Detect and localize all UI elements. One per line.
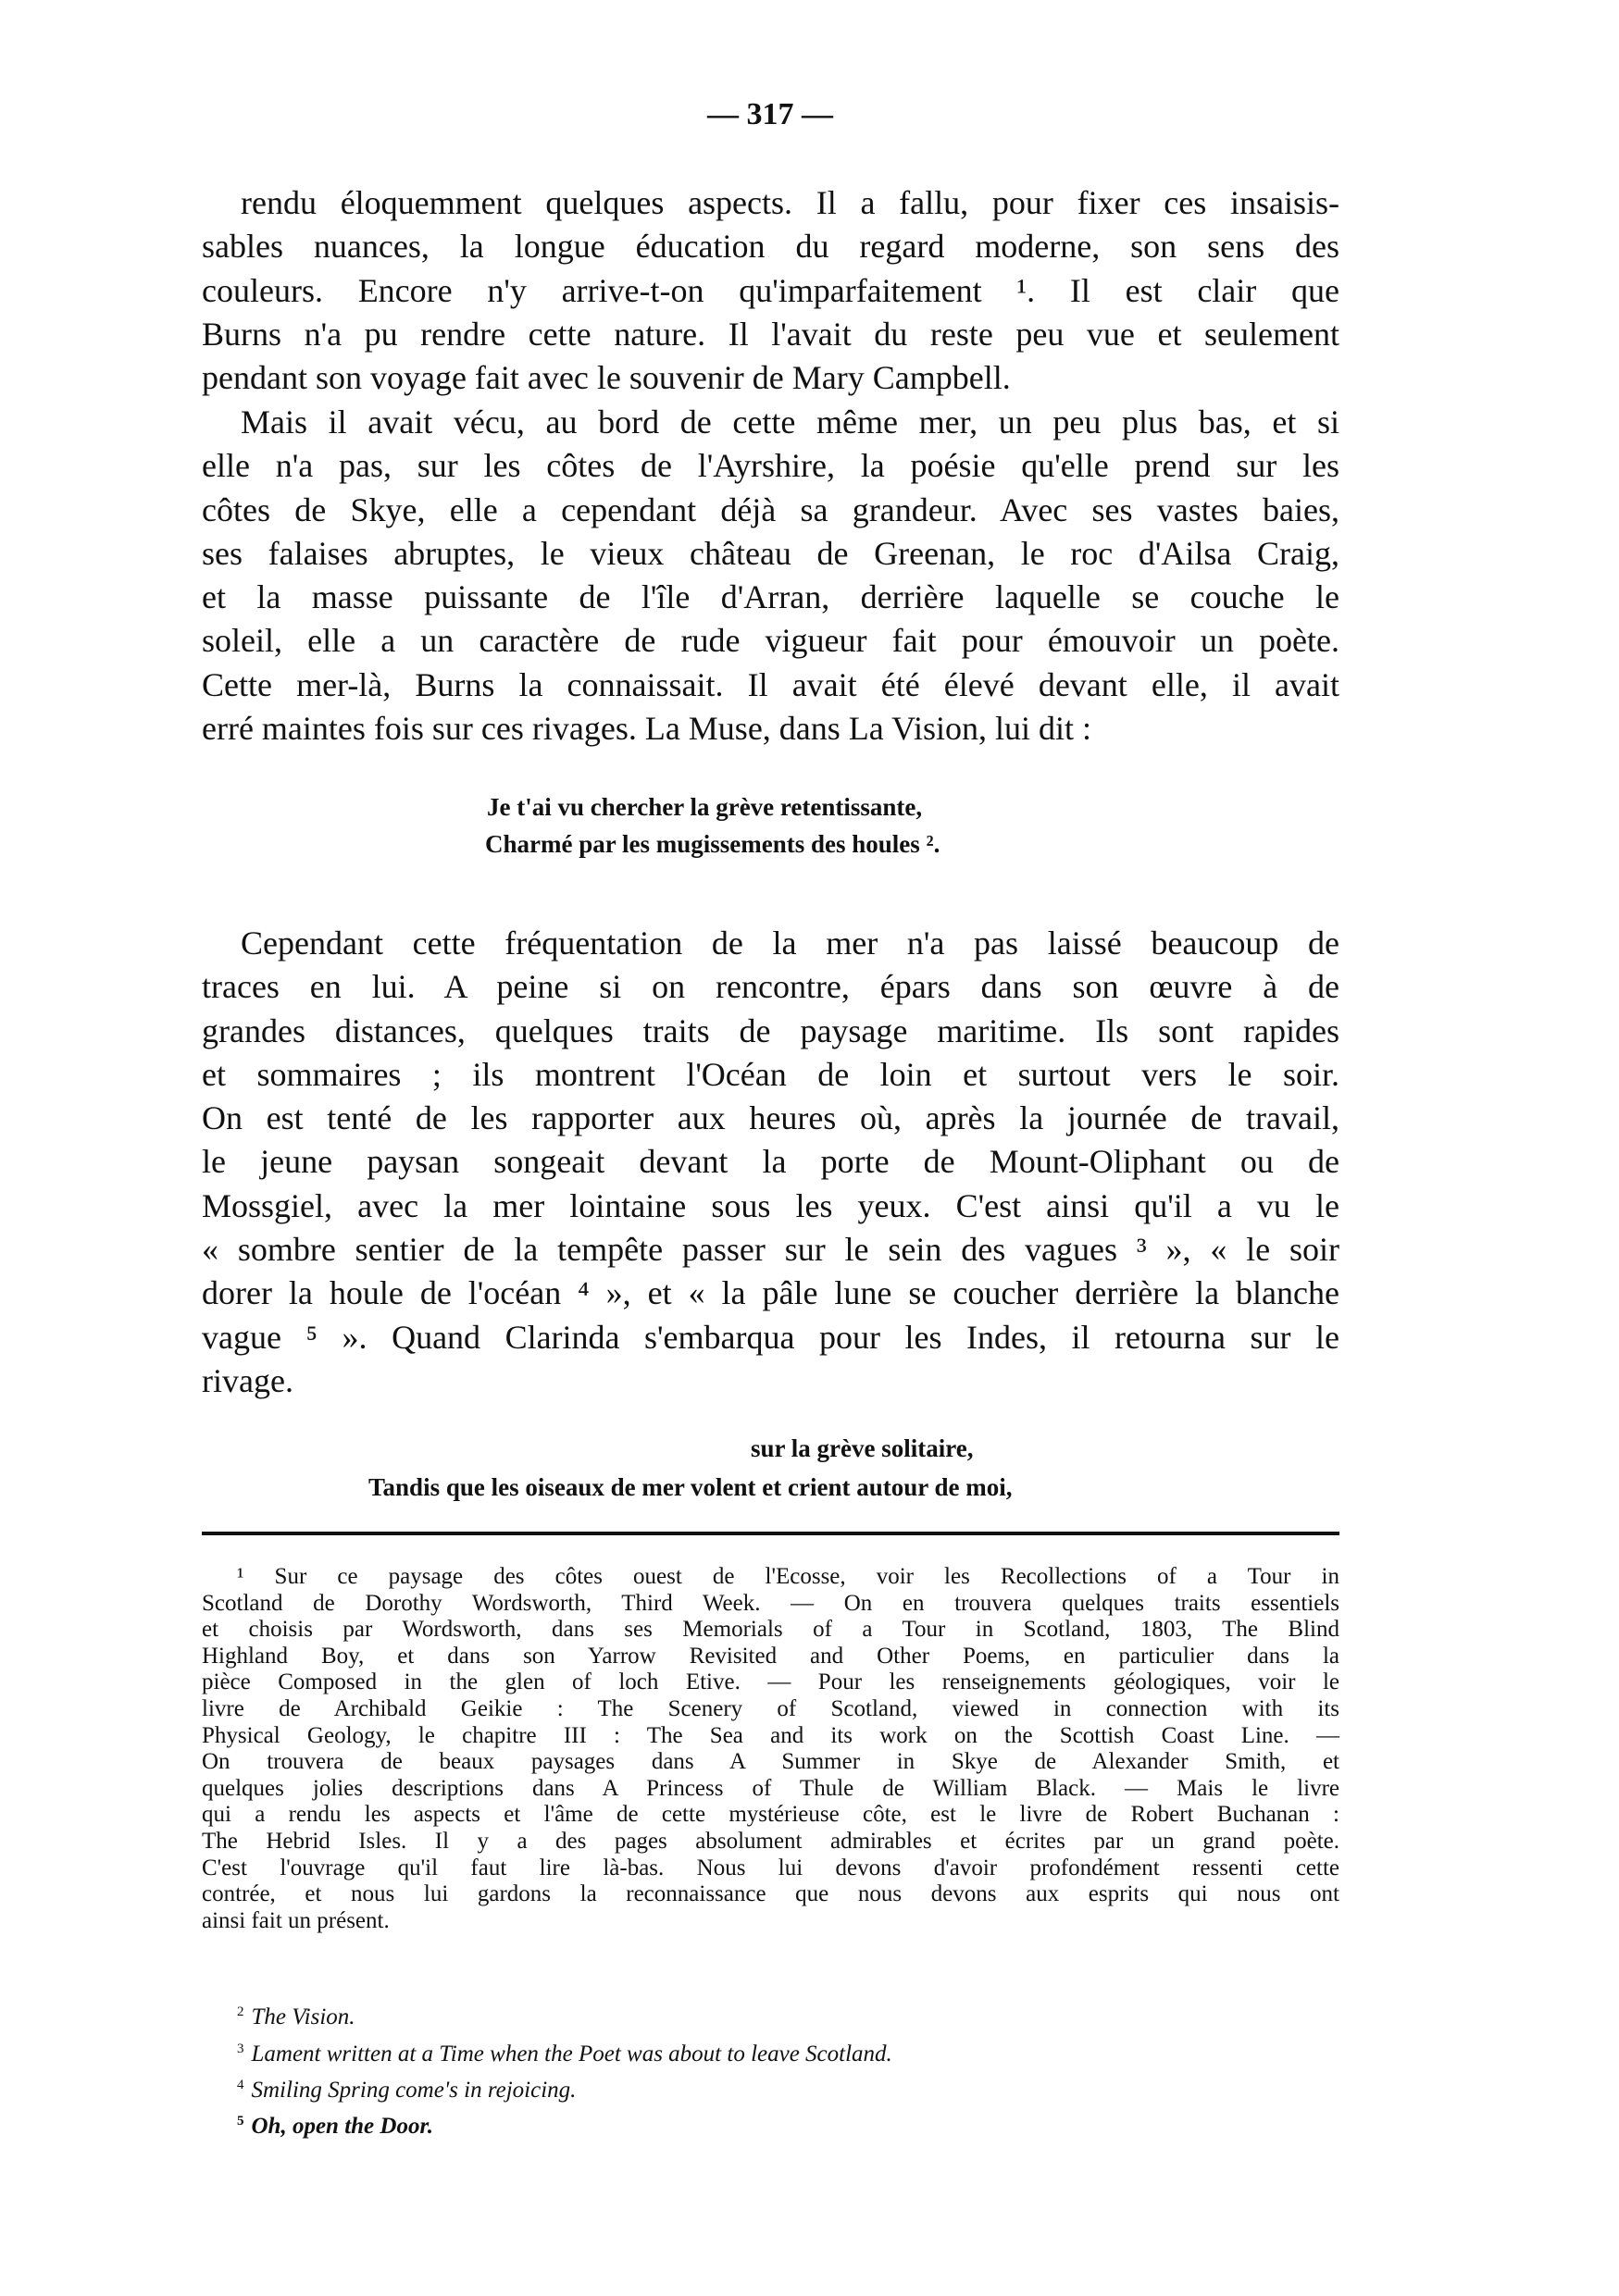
text-line: sables nuances, la longue éducation du regard moderne, son sens des [202, 228, 1339, 266]
footnote-1 [202, 1564, 1339, 1934]
text-line: dorer la houle de l'océan ⁴ », et « la pâle lune se coucher derrière la blanche [202, 1274, 1339, 1312]
text-line: Mossgiel, avec la mer lointaine sous les yeux. C'est ainsi qu'il a vu le [202, 1186, 1339, 1224]
text-line: et la masse puissante de l'île d'Arran, derrière laquelle se couche le [202, 578, 1339, 616]
text-line: et choisis par Wordsworth, dans ses Memorials of a Tour in Scotland, 1803, The Blind [202, 1617, 1339, 1643]
verse-quote-1 [487, 788, 940, 863]
text-line: soleil, elle a un caractère de rude vigueur fait pour émouvoir un poète. [202, 622, 1339, 660]
verse-quote-2 [368, 1429, 1013, 1507]
page-number: — 317 — [707, 97, 833, 131]
text-line: vague ⁵ ». Quand Clarinda s'embarqua pour les Indes, il retourna sur le [202, 1318, 1339, 1356]
verse-line: sur la grève solitaire, [751, 1434, 974, 1462]
text-line: Cependant cette fréquentation de la mer n'a pas laissé beaucoup de [241, 925, 1339, 962]
text-line: ¹ Sur ce paysage des côtes ouest de l'Ecosse, voir les Recollections of a Tour in [237, 1564, 1339, 1589]
footnote-2: $^2$ The Vision. [237, 2004, 355, 2029]
text-line: erré maintes fois sur ces rivages. La Muse, dans La Vision, lui dit : [202, 710, 1091, 748]
footnote-5: $^5$ Oh, open the Door. [237, 2114, 434, 2139]
text-line: pièce Composed in the glen of loch Etive. — Pour les renseignements géologiques, voir le [202, 1669, 1339, 1695]
text-line: rivage. [202, 1361, 293, 1399]
text-line: Burns n'a pu rendre cette nature. Il l'avait du reste peu vue et seulement [202, 315, 1339, 353]
paragraph-3 [202, 922, 1339, 1403]
footnote-divider [202, 1532, 1339, 1535]
text-line: Cette mer-là, Burns la connaissait. Il avait été élevé devant elle, il avait [202, 665, 1339, 703]
text-line: le jeune paysan songeait devant la porte de Mount-Oliphant ou de [202, 1143, 1339, 1181]
verse-line: Tandis que les oiseaux de mer volent et crient autour de moi, [368, 1473, 1013, 1501]
text-line: livre de Archibald Geikie : The Scenery of Scotland, viewed in connection with its [202, 1695, 1339, 1721]
text-line: grandes distances, quelques traits de paysage maritime. Ils sont rapides [202, 1011, 1339, 1049]
text-line: ses falaises abruptes, le vieux château de Greenan, le roc d'Ailsa Craig, [202, 534, 1339, 572]
text-line: Scotland de Dorothy Wordsworth, Third Week. — On en trouvera quelques traits essentiels [202, 1590, 1339, 1616]
text-line: quelques jolies descriptions dans A Princess of Thule de William Black. — Mais le livre [202, 1775, 1339, 1801]
paragraph-2 [202, 401, 1339, 751]
text-line: Highland Boy, et dans son Yarrow Revisited and Other Poems, en particulier dans la [202, 1643, 1339, 1669]
text-line: « sombre sentier de la tempête passer sur le sein des vagues ³ », « le soir [202, 1231, 1339, 1269]
text-line: On trouvera de beaux paysages dans A Summer in Skye de Alexander Smith, et [202, 1749, 1339, 1775]
text-line: ainsi fait un présent. [202, 1907, 390, 1933]
text-line: On est tenté de les rapporter aux heures où, après la journée de travail, [202, 1099, 1339, 1137]
text-line: côtes de Skye, elle a cependant déjà sa grandeur. Avec ses vastes baies, [202, 490, 1339, 528]
text-line: traces en lui. A peine si on rencontre, épars dans son œuvre à de [202, 968, 1339, 1006]
paragraph-1 [202, 181, 1339, 400]
text-line: elle n'a pas, sur les côtes de l'Ayrshire, la poésie qu'elle prend sur les [202, 447, 1339, 485]
text-line: Mais il avait vécu, au bord de cette même mer, un peu plus bas, et si [241, 403, 1339, 441]
text-line: rendu éloquemment quelques aspects. Il a fallu, pour fixer ces insaisis- [241, 184, 1339, 221]
verse-line: Charmé par les mugissements des houles ². [485, 830, 940, 858]
text-line: et sommaires ; ils montrent l'Océan de loin et surtout vers le soir. [202, 1055, 1339, 1093]
text-line: contrée, et nous lui gardons la reconnaissance que nous devons aux esprits qui nous ont [202, 1881, 1339, 1907]
text-line: C'est l'ouvrage qu'il faut lire là-bas. Nous lui devons d'avoir profondément ressenti cette [202, 1855, 1339, 1880]
text-line: pendant son voyage fait avec le souvenir de Mary Campbell. [202, 359, 1011, 397]
verse-line: Je t'ai vu chercher la grève retentissante, [487, 793, 923, 821]
text-line: qui a rendu les aspects et l'âme de cette mystérieuse côte, est le livre de Robert Buchanan : [202, 1802, 1339, 1828]
text-line: Physical Geology, le chapitre III : The Sea and its work on the Scottish Coast Line. — [202, 1722, 1339, 1748]
footnote-4: $^4$ Smiling Spring come's in rejoicing. [237, 2078, 577, 2103]
text-line: The Hebrid Isles. Il y a des pages absolument admirables et écrites par un grand poète. [202, 1828, 1339, 1854]
text-line: couleurs. Encore n'y arrive-t-on qu'imparfaitement ¹. Il est clair que [202, 271, 1339, 309]
footnote-3: $^3$ Lament written at a Time when the Poet was about to leave Scotland. [237, 2042, 892, 2066]
